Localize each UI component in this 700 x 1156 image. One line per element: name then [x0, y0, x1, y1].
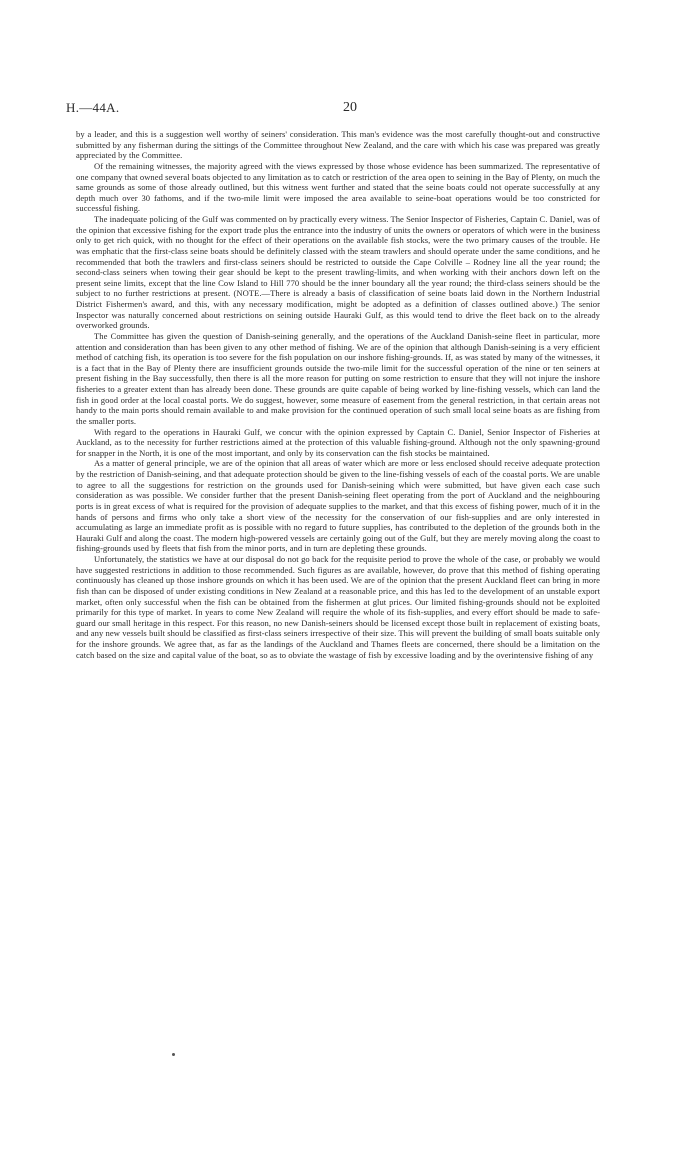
paragraph-1: by a leader, and this is a suggestion well worthy of seiners' consideration. This man's evidence was the most carefully thought-out and constructive submitted by any fisherman during the sittings of the Committee throughout New Zealand, and the care with which his case was prepared was greatly appreciated by the Committee. — [76, 129, 600, 161]
body-text — [76, 129, 600, 660]
stray-ink-mark — [172, 1053, 175, 1056]
paragraph-3: The inadequate policing of the Gulf was commented on by practically every witness. The Senior Inspector of Fisheries, Captain C. Daniel, was of the opinion that excessive fishing for the export trade plus the entrance into the industry of units the owners or operators of which were in the business only to get rich quick, with no thought for the effect of their operations on the available fish stocks, were the two primary causes of the trouble. He was emphatic that the first-class seine boats should be definitely classed with the steam trawlers and should operate under the same conditions, and he recommended that both the trawlers and first-class seiners should be restricted to outside the Cape Colville – Rodney line all the year round; the second-class seiners when towing their gear should be kept to the present trawling-limits, and when working with their anchors down left on the present seine limits, except that the line Cow Island to Hill 770 should be the inner boundary all the year round; the third-class seiners should be the subject to no further restrictions at present. (NOTE.—There is already a basis of classification of seine boats laid down in the Northern Industrial District Fishermen's award, and this, with any necessary modification, might be adopted as a definition of classes outlined above.) The senior Inspector was naturally concerned about restrictions on seining outside Hauraki Gulf, as this would tend to drive the fleet back on to the already overworked grounds. — [76, 214, 600, 331]
page-number: 20 — [343, 100, 357, 115]
running-header — [66, 100, 634, 120]
paragraph-2: Of the remaining witnesses, the majority agreed with the views expressed by those whose evidence has been summarized. The representative of one company that owned several boats objected to any limitation as to catch or restriction of the area open to seining in the Bay of Plenty, on much the same grounds as some of those already outlined, but this witness went further and stated that the seine boats could not operate successfully at any depth much over 30 fathoms, and if the two-mile limit were imposed the area available to seine-boat operations would be too constricted for successful fishing. — [76, 160, 600, 214]
paragraph-4: The Committee has given the question of Danish-seining generally, and the operations of the Auckland Danish-seine fleet in particular, more attention and consideration than has been given to any other method of fishing. We are of the opinion that although Danish-seining is a very efficient method of catching fish, its operation is too severe for the fish population on our inshore fishing-grounds. If, as was stated by many of the witnesses, it is a fact that in the Bay of Plenty there are insufficient grounds outside the two-mile limit for the successful operation of the nine or ten seiners at present fishing in the Bay successfully, then there is all the more reason for putting on some restriction to ensure that they will not injure the inshore fisheries to a greater extent than has already been done. These grounds are quite capable of being worked by line-fishing vessels, which can land the fish in good order at the local coastal ports. We do suggest, however, some measure of easement from the general restriction, in that certain areas not handy to the main ports should remain available to and make provision for the continued operation of such small local seine boats as are fishing from the smaller ports. — [76, 330, 600, 426]
document-reference: H.—44A. — [66, 100, 120, 115]
paragraph-5: With regard to the operations in Hauraki Gulf, we concur with the opinion expressed by Captain C. Daniel, Senior Inspector of Fisheries at Auckland, as to the necessity for further restrictions aimed at the protection of this valuable fishing-ground. Although not the only spawning-ground for snapper in the North, it is one of the most important, and only by its conservation can the fish stocks be maintained. — [76, 426, 600, 458]
paragraph-6: As a matter of general principle, we are of the opinion that all areas of water which are more or less enclosed should receive adequate protection by the restriction of Danish-seining, and that adequate protection should be given to the line-fishing vessels of each of the coastal ports. We are unable to agree to all the suggestions for restriction on the grounds used for Danish-seining which were submitted, but have given each case such consideration as was possible. We consider further that the present Danish-seining fleet operating from the port of Auckland and the neighbouring ports is in great excess of what is required for the provision of adequate supplies to the market, and that this excess of fishing power, much of it in the hands of persons and firms who only take a short view of the necessity for the conservation of our fish-supplies and are only interested in accumulating as large an immediate profit as is possible with no regard to future supplies, has contributed to the depletion of the grounds both in the Hauraki Gulf and along the coast. The modern high-powered vessels are certainly going out of the Gulf, but they are merely moving along the coast to fishing-grounds used by fleets that fish from the minor ports, and in turn are depleting these grounds. — [76, 458, 600, 554]
paragraph-7: Unfortunately, the statistics we have at our disposal do not go back for the requisite period to prove the whole of the case, or probably we would have suggested restrictions in addition to those recommended. Such figures as are available, however, do prove that this method of fishing operating continuously has cleaned up those inshore grounds on which it has been used. We are of the opinion that the present Auckland fleet can bring in more fish than can be disposed of under existing conditions in New Zealand at a reasonable price, and this has led to the development of an unstable export market, often only successful when the fish can be obtained from the fishermen at glut prices. Our limited fishing-grounds should not be exploited primarily for this type of market. In years to come New Zealand will require the whole of its fish-supplies, and every effort should be made to safe-guard our small heritage in this respect. For this reason, no new Danish-seiners should be licensed except those built in replacement of existing boats, and any new vessels built should be classified as first-class seiners irrespective of their size. This will prevent the building of small boats suitable only for the inshore grounds. We agree that, as far as the landings of the Auckland and Thames fleets are concerned, there should be a limitation on the catch based on the size and capital value of the boat, so as to obviate the wastage of fish by excessive loading and by the overintensive fishing of any — [76, 554, 600, 660]
